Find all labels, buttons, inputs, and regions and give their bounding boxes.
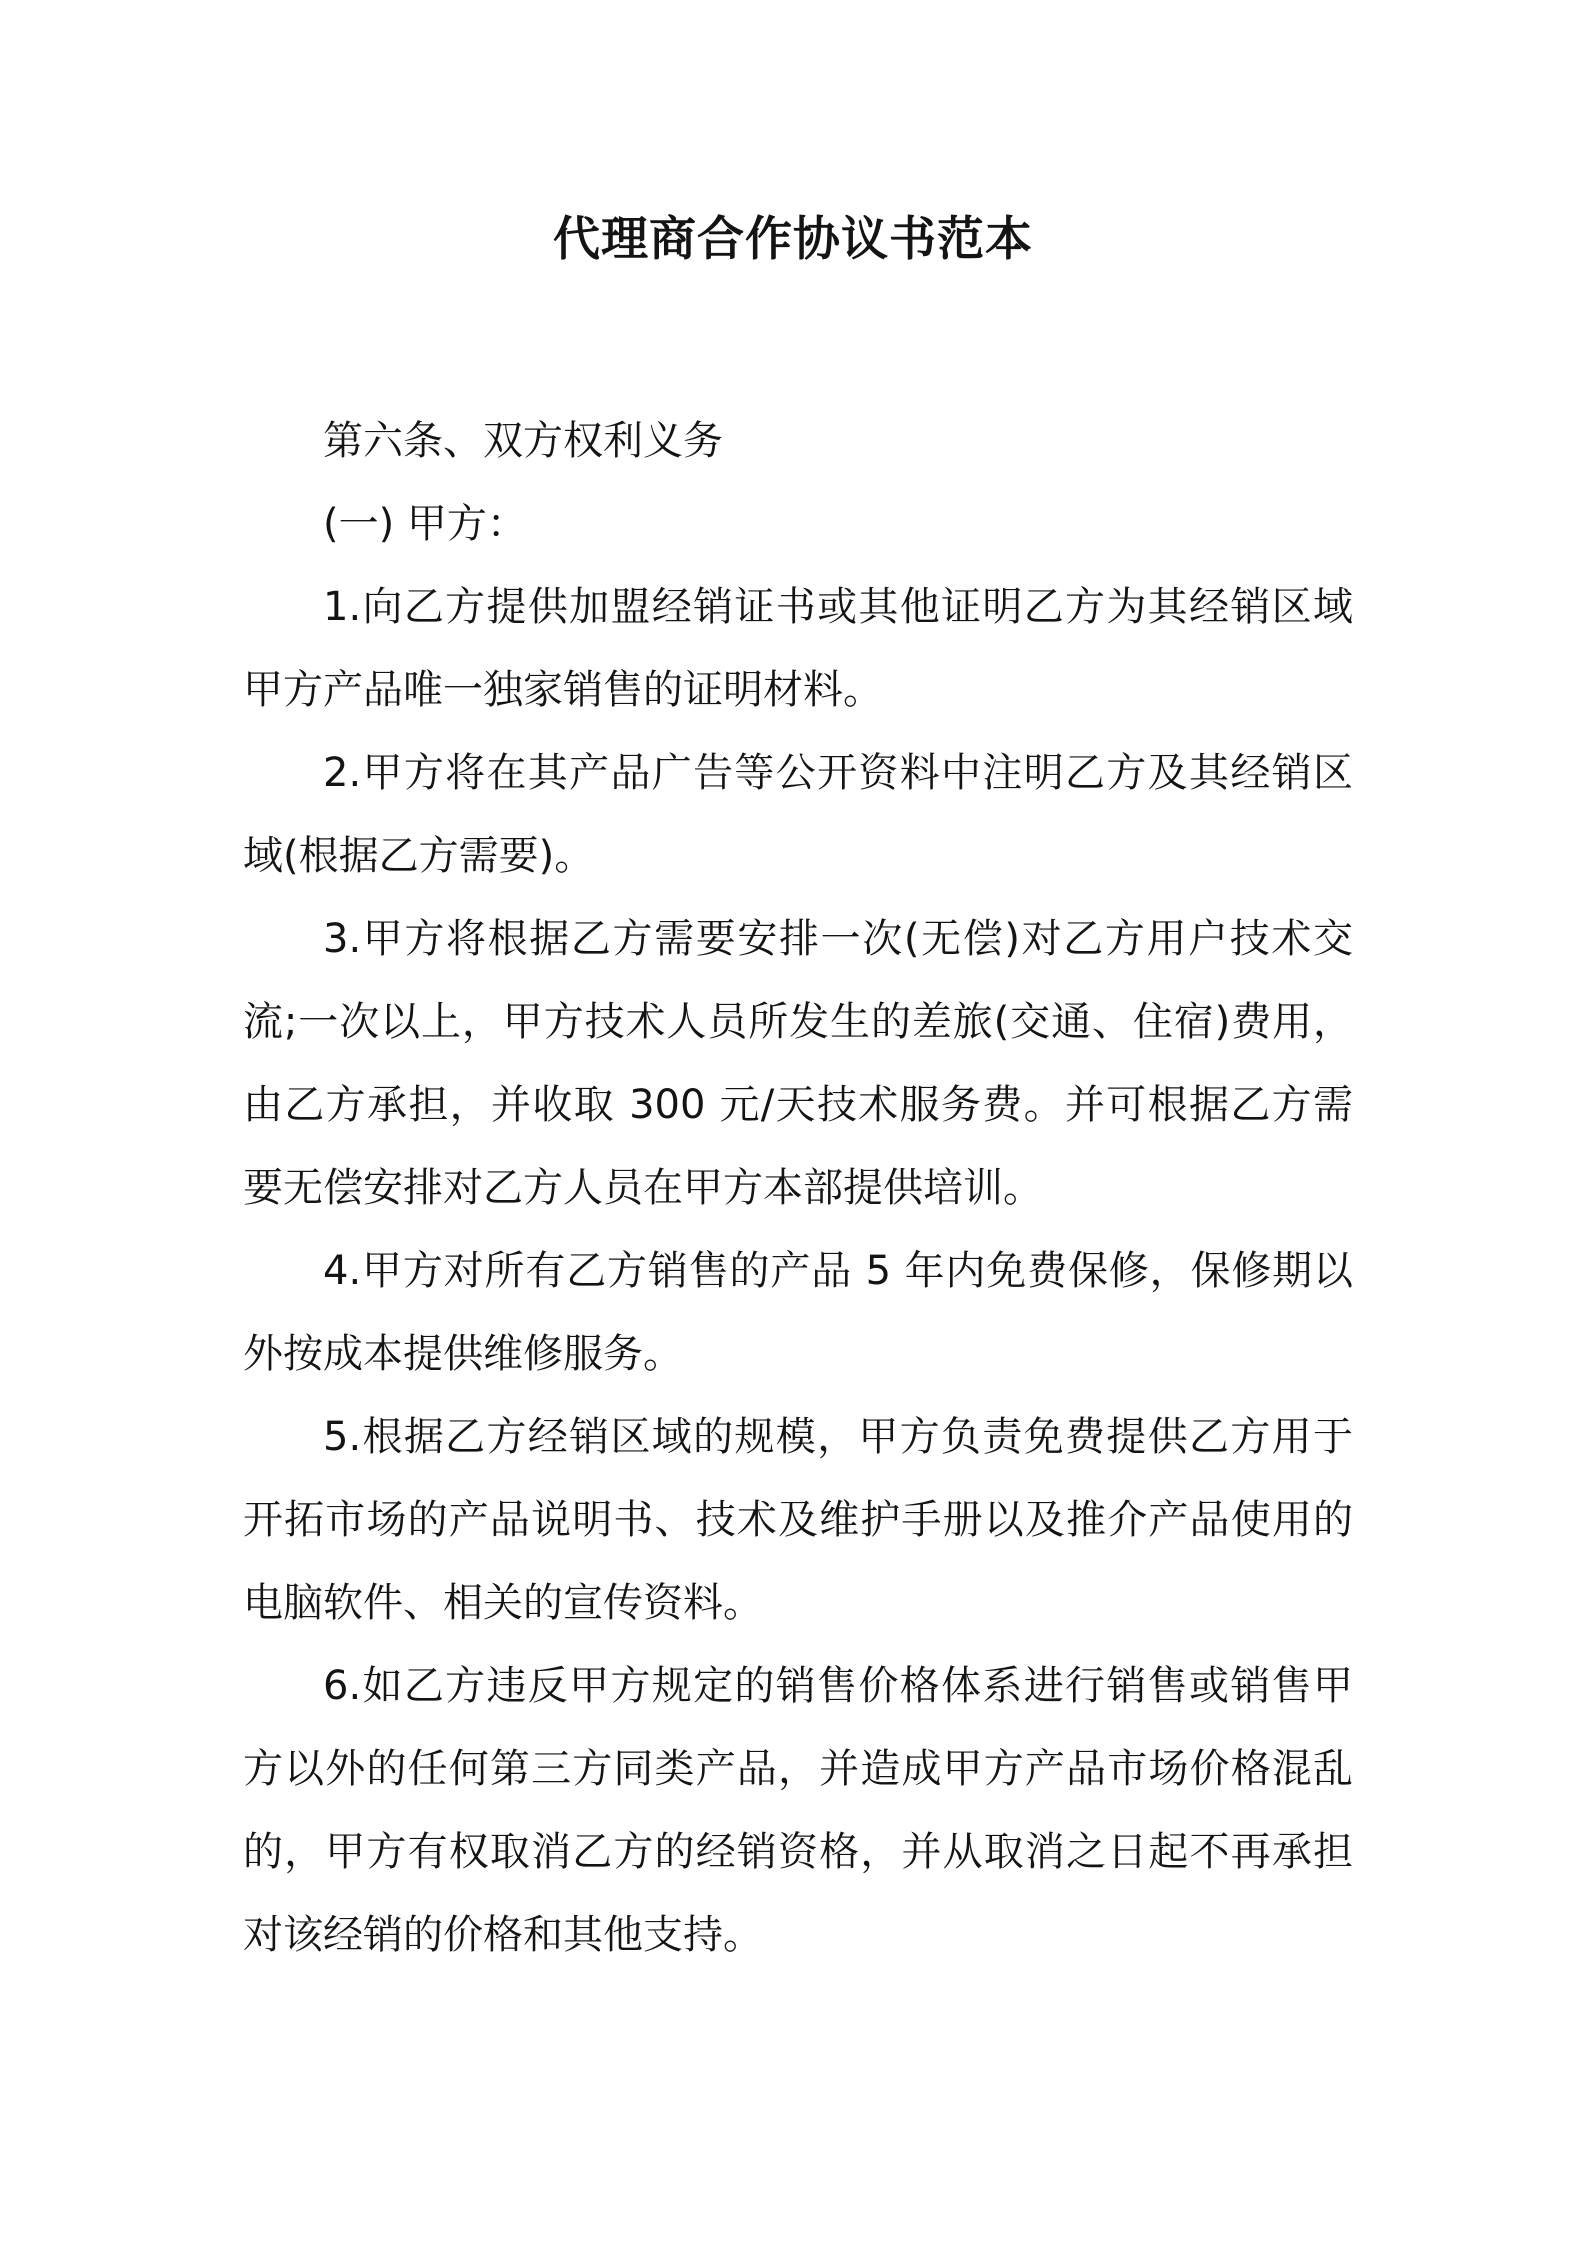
clause-2: 2.甲方将在其产品广告等公开资料中注明乙方及其经销区域(根据乙方需要)。 bbox=[243, 750, 1353, 879]
clause-1: 1.向乙方提供加盟经销证书或其他证明乙方为其经销区域甲方产品唯一独家销售的证明材料。 bbox=[243, 584, 1353, 713]
section-heading: 第六条、双方权利义务 bbox=[323, 418, 723, 464]
clause-5: 5.根据乙方经销区域的规模，甲方负责免费提供乙方用于开拓市场的产品说明书、技术及维护手册以及推介产品使用的电脑软件、相关的宣传资料。 bbox=[243, 1414, 1353, 1626]
document-body bbox=[243, 400, 1353, 1977]
clause-3: 3.甲方将根据乙方需要安排一次(无偿)对乙方用户技术交流;一次以上，甲方技术人员所发生的差旅(交通、住宿)费用，由乙方承担，并收取 300 元/天技术服务费。并可根据乙方需要无偿安排对乙方人员在甲方本部提供培训。 bbox=[243, 916, 1353, 1211]
clause-4: 4.甲方对所有乙方销售的产品 5 年内免费保修，保修期以外按成本提供维修服务。 bbox=[243, 1248, 1353, 1377]
subsection-heading: (一) 甲方： bbox=[323, 501, 527, 547]
document-title: 代理商合作协议书范本 bbox=[553, 212, 1033, 267]
clause-6: 6.如乙方违反甲方规定的销售价格体系进行销售或销售甲方以外的任何第三方同类产品，并造成甲方产品市场价格混乱的，甲方有权取消乙方的经销资格，并从取消之日起不再承担对该经销的价格和其他支持。 bbox=[243, 1663, 1353, 1958]
